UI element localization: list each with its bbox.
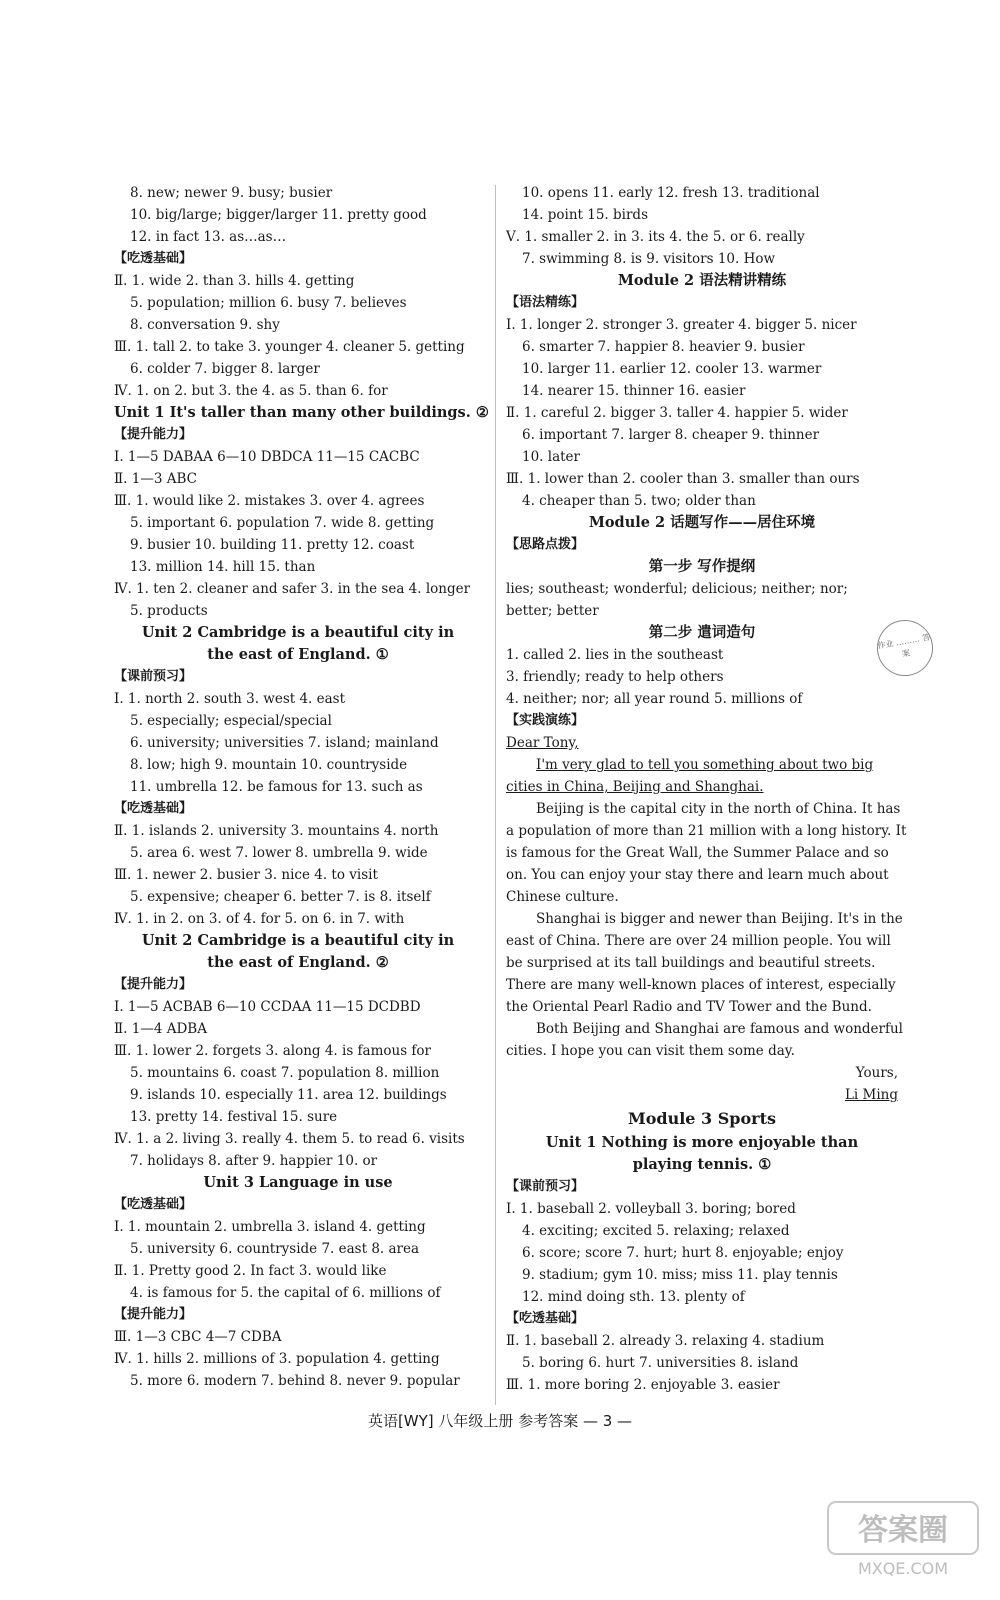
left-line: 【吃透基础】 (114, 251, 193, 266)
right-line: Ⅴ. 1. smaller 2. in 3. its 4. the 5. or 6. really (506, 229, 805, 245)
page-footer: 英语[WY] 八年级上册 参考答案 — 3 — (367, 1412, 633, 1430)
left-line: Ⅲ. 1. tall 2. to take 3. younger 4. cleaner 5. getting (114, 339, 465, 355)
left-line: Ⅲ. 1. newer 2. busier 3. nice 4. to visit (114, 867, 378, 883)
right-line: 6. score; score 7. hurt; hurt 8. enjoyable; enjoy (522, 1245, 844, 1261)
right-line: Ⅲ. 1. lower than 2. cooler than 3. smaller than ours (506, 471, 860, 487)
stamp-text: 作业 ……… 答案 (876, 632, 931, 659)
left-line: Unit 2 Cambridge is a beautiful city in (141, 624, 455, 641)
right-line: the Oriental Pearl Radio and TV Tower and the Bund. (506, 999, 872, 1015)
right-line: Chinese culture. (506, 889, 619, 905)
right-line: Module 2 话题写作——居住环境 (588, 514, 816, 531)
right-line: 第一步 写作提纲 (648, 558, 756, 575)
right-line: I'm very glad to tell you something about two big (536, 757, 874, 773)
right-line: 6. smarter 7. happier 8. heavier 9. busier (522, 339, 805, 355)
left-line: 【提升能力】 (114, 977, 193, 992)
left-line: 13. million 14. hill 15. than (130, 559, 316, 575)
right-line: better; better (506, 603, 599, 619)
right-line: Module 3 Sports (628, 1109, 776, 1128)
right-line: east of China. There are over 24 million people. You will (506, 933, 891, 949)
right-line: 第二步 遣词造句 (648, 624, 756, 641)
left-line: Ⅱ. 1. Pretty good 2. In fact 3. would like (114, 1263, 387, 1279)
left-line: 5. more 6. modern 7. behind 8. never 9. popular (130, 1373, 460, 1389)
right-line: 【思路点拨】 (506, 537, 585, 552)
left-line: 8. conversation 9. shy (130, 317, 280, 333)
column-divider (495, 185, 496, 1405)
right-line: Li Ming (844, 1087, 898, 1103)
right-line: Both Beijing and Shanghai are famous and wonderful (536, 1021, 903, 1037)
left-line: Ⅱ. 1. islands 2. university 3. mountains 4. north (114, 823, 439, 839)
left-line: 【吃透基础】 (114, 801, 193, 816)
left-line: Unit 1 It's taller than many other buildings. ② (114, 404, 489, 421)
left-line: 13. pretty 14. festival 15. sure (130, 1109, 338, 1125)
left-line: 5. especially; especial/special (130, 713, 332, 729)
right-line: 12. mind doing sth. 13. plenty of (522, 1289, 745, 1305)
right-line: Module 2 语法精讲精练 (617, 272, 787, 289)
left-line: 【吃透基础】 (114, 1197, 193, 1212)
left-line: 5. products (130, 603, 208, 619)
left-line: 5. mountains 6. coast 7. population 8. million (130, 1065, 440, 1081)
right-line: Dear Tony, (506, 735, 579, 751)
right-line: Ⅱ. 1. careful 2. bigger 3. taller 4. happier 5. wider (506, 405, 848, 421)
left-line: Ⅳ. 1. ten 2. cleaner and safer 3. in the sea 4. longer (114, 581, 471, 597)
right-line: Unit 1 Nothing is more enjoyable than (545, 1134, 859, 1151)
left-line: the east of England. ② (207, 954, 389, 971)
right-line: lies; southeast; wonderful; delicious; neither; nor; (506, 581, 848, 597)
right-line: 10. later (522, 449, 580, 465)
left-line: Unit 3 Language in use (203, 1174, 393, 1191)
left-line: Ⅳ. 1. hills 2. millions of 3. population 4. getting (114, 1351, 440, 1367)
left-column (114, 182, 489, 1392)
left-line: 5. university 6. countryside 7. east 8. area (130, 1241, 420, 1257)
right-line: 4. neither; nor; all year round 5. millions of (506, 691, 803, 707)
left-line: 4. is famous for 5. the capital of 6. millions of (130, 1285, 441, 1301)
left-line: Ⅳ. 1. a 2. living 3. really 4. them 5. to read 6. visits (114, 1131, 465, 1147)
left-line: Ⅰ. 1—5 DABAA 6—10 DBDCA 11—15 CACBC (114, 449, 420, 465)
watermark-logo-icon (824, 1496, 984, 1582)
left-line: Ⅱ. 1. wide 2. than 3. hills 4. getting (114, 273, 355, 289)
left-line: Ⅲ. 1. lower 2. forgets 3. along 4. is famous for (114, 1043, 431, 1059)
right-line: be surprised at its tall buildings and beautiful streets. (506, 955, 876, 971)
right-line: 14. point 15. birds (522, 207, 649, 223)
right-line: is famous for the Great Wall, the Summer Palace and so (506, 845, 889, 861)
right-line: 4. cheaper than 5. two; older than (522, 493, 756, 509)
left-line: 5. area 6. west 7. lower 8. umbrella 9. wide (130, 845, 428, 861)
left-line: Ⅰ. 1. mountain 2. umbrella 3. island 4. getting (114, 1219, 426, 1235)
right-line: Shanghai is bigger and newer than Beijing. It's in the (536, 911, 903, 927)
left-line: 11. umbrella 12. be famous for 13. such as (130, 779, 423, 795)
left-line: Ⅳ. 1. on 2. but 3. the 4. as 5. than 6. for (114, 383, 388, 399)
left-line: 5. population; million 6. busy 7. believes (130, 295, 407, 311)
right-line: 14. nearer 15. thinner 16. easier (522, 383, 746, 399)
left-line: the east of England. ① (207, 646, 389, 663)
left-line: 5. expensive; cheaper 6. better 7. is 8. itself (130, 889, 431, 905)
left-line: Ⅰ. 1. north 2. south 3. west 4. east (114, 691, 346, 707)
left-line: 7. holidays 8. after 9. happier 10. or (130, 1153, 378, 1169)
right-line: 7. swimming 8. is 9. visitors 10. How (522, 251, 776, 267)
left-line: 【提升能力】 (114, 1307, 193, 1322)
right-line: cities. I hope you can visit them some day. (506, 1043, 795, 1059)
right-line: 10. opens 11. early 12. fresh 13. traditional (522, 185, 820, 201)
left-line: 8. low; high 9. mountain 10. countryside (130, 757, 408, 773)
right-line: 4. exciting; excited 5. relaxing; relaxed (522, 1223, 790, 1239)
left-line: 9. busier 10. building 11. pretty 12. coast (130, 537, 415, 553)
left-line: 5. important 6. population 7. wide 8. getting (130, 515, 435, 531)
left-line: 9. islands 10. especially 11. area 12. buildings (130, 1087, 447, 1103)
right-line: 【实践演练】 (506, 713, 585, 728)
left-line: Ⅳ. 1. in 2. on 3. of 4. for 5. on 6. in 7. with (114, 911, 405, 927)
right-line: There are many well-known places of interest, especially (506, 977, 896, 993)
right-line: Ⅱ. 1. baseball 2. already 3. relaxing 4. stadium (506, 1333, 825, 1349)
right-line: on. You can enjoy your stay there and learn much about (506, 867, 889, 883)
right-line: 【语法精练】 (506, 295, 585, 310)
left-line: Ⅲ. 1—3 CBC 4—7 CDBA (114, 1329, 282, 1345)
left-line: Ⅲ. 1. would like 2. mistakes 3. over 4. agrees (114, 493, 425, 509)
left-line: 8. new; newer 9. busy; busier (130, 185, 333, 201)
right-line: Ⅲ. 1. more boring 2. enjoyable 3. easier (506, 1377, 780, 1393)
left-line: 10. big/large; bigger/larger 11. pretty good (130, 207, 427, 223)
left-line: Ⅱ. 1—3 ABC (114, 471, 197, 487)
right-line: Yours, (855, 1065, 898, 1081)
left-line: Ⅰ. 1—5 ACBAB 6—10 CCDAA 11—15 DCDBD (114, 999, 421, 1015)
left-line: 【课前预习】 (114, 669, 193, 684)
right-line: 【课前预习】 (506, 1179, 585, 1194)
left-line: 12. in fact 13. as…as… (130, 229, 287, 245)
right-line: 6. important 7. larger 8. cheaper 9. thinner (522, 427, 820, 443)
left-line: Unit 2 Cambridge is a beautiful city in (141, 932, 455, 949)
right-line: 5. boring 6. hurt 7. universities 8. island (522, 1355, 799, 1371)
right-line: 【吃透基础】 (506, 1311, 585, 1326)
right-line: Beijing is the capital city in the north of China. It has (536, 801, 901, 817)
right-line: 3. friendly; ready to help others (506, 669, 724, 685)
right-line: a population of more than 21 million with a long history. It (506, 823, 907, 839)
left-line: 【提升能力】 (114, 427, 193, 442)
right-line: 10. larger 11. earlier 12. cooler 13. warmer (522, 361, 822, 377)
right-line: playing tennis. ① (632, 1156, 772, 1173)
left-line: 6. colder 7. bigger 8. larger (130, 361, 320, 377)
svg-text:MXQE.COM: MXQE.COM (857, 1559, 949, 1578)
right-line: Ⅰ. 1. baseball 2. volleyball 3. boring; bored (506, 1201, 796, 1217)
left-line: Ⅱ. 1—4 ADBA (114, 1021, 207, 1037)
right-line: 1. called 2. lies in the southeast (506, 647, 724, 663)
svg-text:答案圈: 答案圈 (858, 1513, 948, 1548)
right-line: cities in China, Beijing and Shanghai. (506, 779, 764, 795)
right-line: Ⅰ. 1. longer 2. stronger 3. greater 4. bigger 5. nicer (506, 317, 857, 333)
right-line: 9. stadium; gym 10. miss; miss 11. play tennis (522, 1267, 838, 1283)
left-line: 6. university; universities 7. island; mainland (130, 735, 439, 751)
watermark-logo (824, 1496, 984, 1582)
